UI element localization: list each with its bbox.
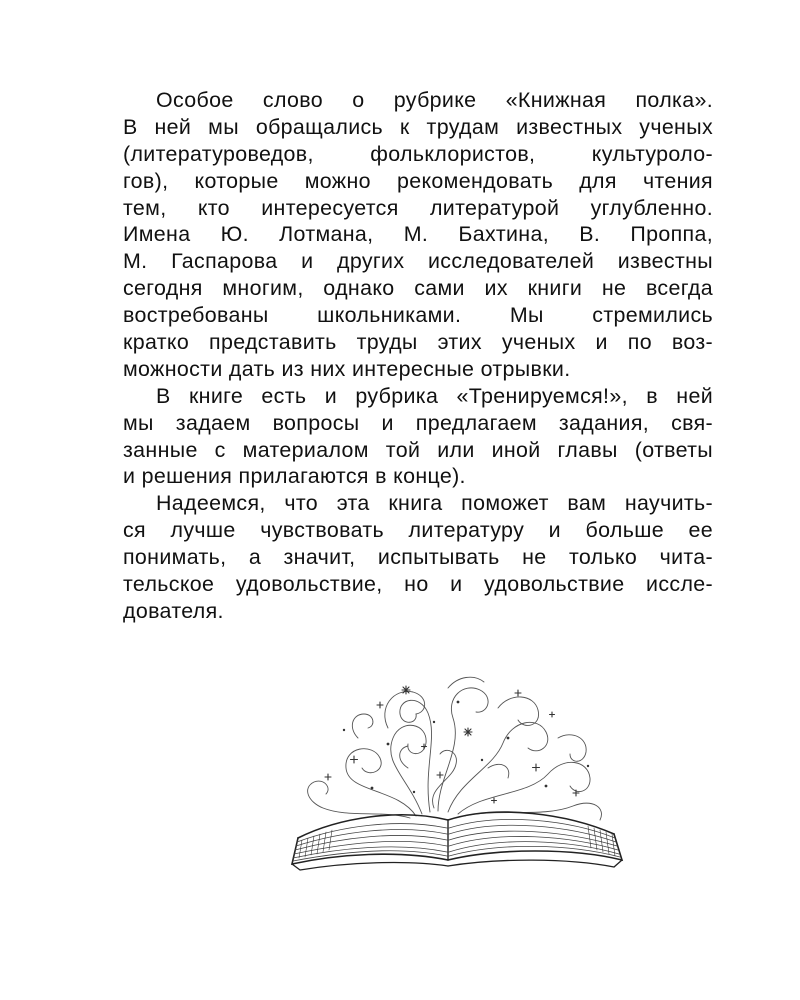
text-line: тельское удовольствие, но и удовольствие иссле- xyxy=(123,572,713,597)
open-book xyxy=(292,812,622,870)
text-line: гов), которые можно рекомендовать для чтения xyxy=(123,168,713,193)
text-line: М. Гаспарова и других исследователей известны xyxy=(123,249,713,274)
text-line: понимать, а значит, испытывать не только чита- xyxy=(123,545,713,570)
text-line: дователя. xyxy=(123,598,224,623)
text-line: и решения прилагаются в конце). xyxy=(123,464,466,489)
paragraph-1 xyxy=(123,87,713,383)
text-line: (литературоведов, фольклористов, культуроло- xyxy=(123,141,713,166)
swirl-decoration xyxy=(308,677,602,820)
text-line: можности дать из них интересные отрывки. xyxy=(123,356,571,381)
text-line: В книге есть и рубрика «Тренируемся!», в ней xyxy=(156,383,713,408)
body-text xyxy=(123,87,713,625)
text-line: занные с материалом той или иной главы (ответы xyxy=(123,437,713,462)
text-line: Надеемся, что эта книга поможет вам научить- xyxy=(156,491,713,516)
text-line: ся лучше чувствовать литературу и больше ее xyxy=(123,518,713,543)
text-line: востребованы школьниками. Мы стремились xyxy=(123,303,713,328)
text-line: тем, кто интересуется литературой углубленно. xyxy=(123,195,713,220)
text-line: Имена Ю. Лотмана, М. Бахтина, В. Проппа, xyxy=(123,222,713,247)
text-line: кратко представить труды этих ученых и по воз- xyxy=(123,330,713,355)
text-line: В ней мы обращались к трудам известных ученых xyxy=(123,114,713,139)
text-line: Особое слово о рубрике «Книжная полка». xyxy=(156,88,713,112)
text-line: сегодня многим, однако сами их книги не всегда xyxy=(123,276,713,301)
paragraph-3 xyxy=(123,490,713,624)
paragraph-2 xyxy=(123,383,713,491)
text-line: мы задаем вопросы и предлагаем задания, свя- xyxy=(123,410,713,435)
open-book-with-swirls-icon xyxy=(288,668,624,878)
